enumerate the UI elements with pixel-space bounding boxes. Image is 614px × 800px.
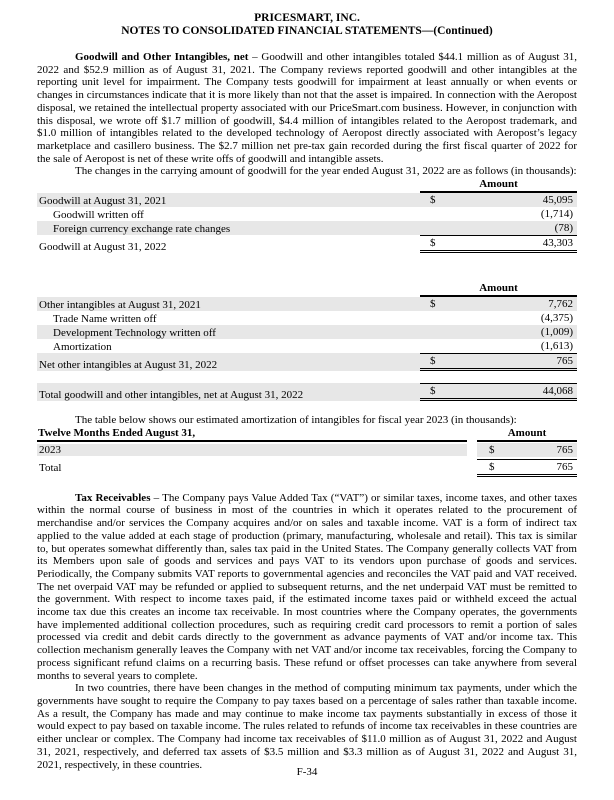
row-label: Goodwill at August 31, 2021 [39,195,167,208]
intangibles-table [37,282,577,401]
goodwill-table [37,178,577,253]
row-amount [420,235,577,253]
table-row [37,221,577,235]
table-row [37,193,577,207]
paragraph-tax-lead: Tax Receivables [75,491,151,504]
table-row [37,311,577,325]
table-row [37,339,577,353]
table-row [37,442,577,459]
amount-value: 7,762 [548,298,573,311]
row-label: Total goodwill and other intangibles, net at August 31, 2022 [39,389,304,402]
paragraph-tax-body: – The Company pays Value Added Tax (“VAT”) or similar taxes, income taxes, and other taxes within the normal course of business in most of the countries in which it operates related to the procurement of merchandise and/or services the Company acquires and/or on sales and taxable income. VAT is a form of indirect tax applied to the value added at each stage of production (primary, manufacturing, wholesale and retail). This tax is similar to, but operates somewhat differently than, sales tax paid in the United States. The Company generally collects VAT from its Members upon sale of goods and services and pays VAT to its vendors upon purchase of goods and services. Periodically, the Company submits VAT reports to governmental agencies and reconciles the VAT paid and VAT received. The net overpaid VAT may be refunded or applied to subsequent returns, and the net underpaid VAT must be remitted to the government. With respect to income taxes paid, if the estimated income taxes paid or withheld exceed the actual income tax due this creates an income tax receivable. In most countries where the Company operates, the governments have implemented additional collection procedures, such as requiring credit card processors to remit a portion of sales processed via credit and debit cards directly to the government as advance payments of VAT and/or income tax. This collection mechanism generally leaves the Company with net VAT and/or income tax receivables, forcing the Company to process significant refund claims on a recurring basis. These refund or offset processes can take anywhere from several months to several years to complete. [37,491,578,682]
paragraph-minimum-tax: In two countries, there have been changes in the method of computing minimum tax payments, under which the governments have sought to require the Company to pay taxes based on a percentage of sales rather than taxable income. As a result, the Company has made and may continue to make income tax payments substantially in excess of those it would expect to pay based on taxable income. The rules related to refunds of income tax receivables in these countries are either unclear or complex. The Company had income tax receivables of $11.0 million as of August 31, 2022 and August 31, 2021, respectively, and deferred tax assets of $3.5 million and $3.3 million as of August 31, 2022 and August 31, 2021, respectively, in these countries. [37,682,577,771]
company-name: PRICESMART, INC. [254,12,360,24]
amount-value: (4,375) [540,312,573,325]
row-amount [420,297,577,311]
goodwill-table-header [37,178,577,193]
document-header [37,12,577,38]
row-label: Goodwill at August 31, 2022 [39,241,167,254]
page-number: F-34 [296,766,318,778]
row-amount [420,221,577,235]
currency-symbol: $ [430,355,436,368]
row-amount [420,339,577,353]
currency-symbol: $ [430,194,436,207]
paragraph-goodwill-lead: Goodwill and Other Intangibles, net [75,51,249,63]
row-label: Development Technology written off [53,327,216,340]
amount-column-header: Amount [420,282,577,297]
currency-symbol: $ [430,385,436,398]
amount-value: 765 [556,355,573,368]
amount-value: (78) [554,222,573,235]
intangibles-table-header [37,282,577,297]
paragraph-goodwill-body: – Goodwill and other intangibles totaled $44.1 million as of August 31, 2022 and $52.9 million as of August 31, 2021. The Company reviews reported goodwill and other intangibles at the reporting unit level for impairment. The Company tests goodwill for impairment at least annually or when events or changes in circumstances indicate that it is more likely than not that the asset is impaired. In connection with the Aeropost disposal, we retained the intellectual property associated with our PriceSmart.com business. However, in conjunction with this disposal, we wrote off $1.7 million of goodwill, $4.4 million of intangibles related to the Aeropost trademark, and $1.0 million of intangibles related to the developed technology of Aeropost directly associated with Aeropost’s legacy marketplace and casillero business. The $2.7 million net pre-tax gain recorded during the first fiscal quarter of 2022 for the sale of Aeropost is net of these write offs of goodwill and intangible assets. [37,51,577,165]
table-row-total [37,459,577,477]
column-gap [467,427,477,442]
row-amount [420,325,577,339]
period-column-header: Twelve Months Ended August 31, [37,427,467,442]
table-row [37,297,577,311]
row-amount [420,383,577,401]
header-spacer [37,282,420,297]
row-label: Total [39,461,62,474]
amortization-table [37,427,577,477]
currency-symbol: $ [430,298,436,311]
table-row-grand-total [37,383,577,401]
row-label: Other intangibles at August 31, 2021 [39,299,201,312]
paragraph-goodwill-table-intro: The changes in the carrying amount of goodwill for the year ended August 31, 2022 are as follows (in thousands): [75,165,577,178]
row-label: Trade Name written off [53,313,157,326]
currency-symbol: $ [489,460,495,473]
amortization-table-header [37,427,577,442]
paragraph-tax-receivables [37,492,577,683]
row-label: 2023 [37,444,467,456]
paragraph-goodwill [37,51,577,165]
paragraph-amortization-intro: The table below shows our estimated amortization of intangibles for fiscal year 2023 (in thousands): [75,414,517,427]
table-row [37,325,577,339]
document-title: NOTES TO CONSOLIDATED FINANCIAL STATEMENTS—(Continued) [121,25,493,37]
amount-value: 765 [556,444,573,457]
row-amount [420,311,577,325]
row-label: Amortization [53,341,112,354]
amount-value: 45,095 [542,194,573,207]
amount-value: (1,009) [540,326,573,339]
blank-row [37,371,577,383]
row-label: Net other intangibles at August 31, 2022 [39,359,218,372]
amount-column-header: Amount [477,427,577,442]
amount-value: (1,714) [540,208,573,221]
amount-value: (1,613) [540,340,573,353]
table-row-total [37,353,577,371]
row-amount [420,353,577,371]
amount-value: 765 [556,460,573,473]
row-label: Goodwill written off [53,209,144,222]
amount-column-header: Amount [420,178,577,193]
amount-value: 43,303 [542,237,573,250]
row-label: Foreign currency exchange rate changes [53,223,231,236]
row-amount [477,443,577,457]
currency-symbol: $ [489,444,495,457]
currency-symbol: $ [430,237,436,250]
table-row [37,207,577,221]
row-amount [477,459,577,477]
row-amount [420,207,577,221]
table-row-total [37,235,577,253]
row-amount [420,193,577,207]
header-spacer [37,178,420,193]
amount-value: 44,068 [542,385,573,398]
